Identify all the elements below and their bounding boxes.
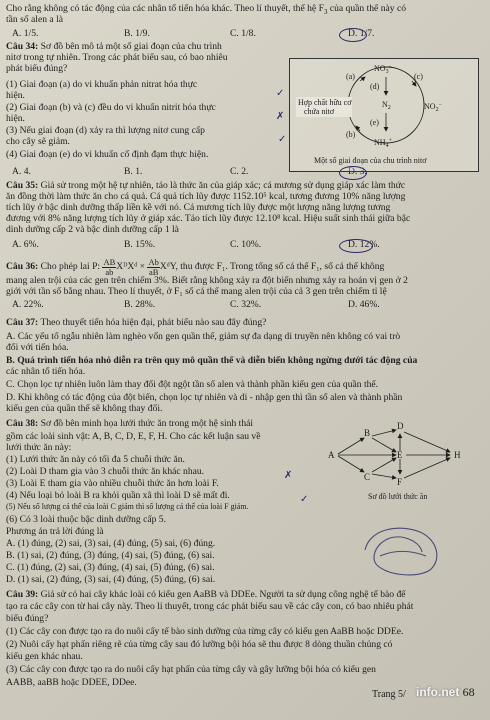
- page-number: Trang 5/: [372, 689, 406, 700]
- node-a: A: [328, 450, 335, 460]
- q36-fraction-1: $\frac{AB}{ab}$: [103, 257, 116, 277]
- q34-option-c[interactable]: C. 2.: [230, 166, 249, 177]
- node-organic-n-1: Hợp chất hữu cơ: [298, 98, 352, 107]
- q34-line-3: (1) Giai đoạn (a) do vi khuẩn phản nitrat hóa thực: [6, 79, 198, 90]
- pen-check-mark: ✓: [300, 494, 309, 505]
- q35-line-4: dinh dưỡng cấp 2 và bậc dinh dưỡng cấp 1 là: [6, 224, 179, 235]
- node-no2: $NO_2^-$: [424, 102, 442, 113]
- q37-option-a-cont: đối với tiến hóa.: [6, 342, 69, 353]
- food-web-diagram: [326, 418, 472, 504]
- nitrogen-cycle-svg: [290, 59, 478, 171]
- q37-line-0: Câu 37: Theo thuyết tiến hóa hiện đại, phát biểu nào sau đây đúng?: [6, 317, 267, 328]
- label-a: (a): [346, 72, 355, 81]
- q34-line-9: (4) Giai đoạn (e) do vi khuẩn cố định đạm thực hiện.: [6, 149, 209, 160]
- q34-line-6: hiện.: [6, 113, 25, 124]
- q35-line-2: tích lũy ở bậc dinh dưỡng thấp liền kề với nó. Cá mương tích lũy được một lượng năng lượng tương: [6, 202, 391, 213]
- q39-line-6: (3) Các cây con được tạo ra do nuôi cấy hạt phấn của từng cây và gây lưỡng bội hóa có kiểu gen: [6, 664, 376, 675]
- q38-option-a[interactable]: A. (1) đúng, (2) sai, (3) sai, (4) đúng, (5) sai, (6) đúng.: [6, 538, 216, 549]
- node-no3: $NO_3^-$: [374, 64, 392, 75]
- answer-circle-q33: [339, 28, 367, 42]
- q37-option-d[interactable]: D. Khi không có tác động của đột biến, chọn lọc tự nhiên và di - nhập gen thì tần số alen và thành phần: [6, 392, 403, 403]
- q34-line-5: (2) Giai đoạn (b) và (c) đều do vi khuẩn nitrit hóa thực: [6, 102, 216, 113]
- arrow-c: [412, 81, 416, 86]
- node-b: B: [364, 428, 371, 438]
- exam-code: 68: [462, 685, 475, 699]
- infonet-logo: info.net 68: [416, 685, 475, 699]
- q35-option-d[interactable]: D. 12%.: [348, 239, 380, 250]
- q36-label: Câu 36:: [6, 261, 39, 273]
- q36-fraction-2: $\frac{Ab}{aB}$: [148, 257, 159, 277]
- q36-option-c[interactable]: C. 32%.: [230, 299, 262, 310]
- q39-line-0: Câu 39: Giả sử có hai cây khác loài có kiểu gen AaBB và DDEe. Người ta sử dụng công nghệ tế bào để: [6, 589, 406, 600]
- edge-b-d: [372, 430, 396, 436]
- edge-a-b: [338, 438, 364, 454]
- q38-line-0: Câu 38: Sơ đồ bên minh họa lưới thức ăn trong một hệ sinh thái: [6, 418, 254, 429]
- q37-option-d-cont: kiểu gen của quần thể sẽ không thay đổi.: [6, 403, 163, 414]
- q34-line-2: phát biểu đúng?: [6, 63, 68, 74]
- edge-d-h: [404, 432, 450, 452]
- q34-option-d[interactable]: D. 3.: [348, 166, 367, 177]
- node-c: C: [364, 472, 371, 482]
- edge-b-e: [372, 438, 396, 452]
- q34-option-a[interactable]: A. 4.: [12, 166, 31, 177]
- q34-option-b[interactable]: B. 1.: [124, 166, 143, 177]
- q38-label: Câu 38:: [6, 418, 39, 429]
- q38-option-c[interactable]: C. (1) đúng, (2) sai, (3) đúng, (4) sai, (5) đúng, (6) sai.: [6, 562, 215, 573]
- edge-c-f: [372, 474, 396, 478]
- q33-line2: tần số alen a là: [6, 14, 64, 25]
- q36-option-a[interactable]: A. 22%.: [12, 299, 44, 310]
- q37-label: Câu 37:: [6, 317, 39, 328]
- q34-line-8: cho cây sẽ giảm.: [6, 136, 70, 147]
- label-c: (c): [414, 72, 423, 81]
- q38-line-5: (3) Loài E tham gia vào nhiều chuỗi thức ăn hơn loài F.: [6, 478, 219, 489]
- q33-option-b[interactable]: B. 1/9.: [124, 28, 150, 39]
- q33-intro: Cho rằng không có tác động của các nhân tố tiến hóa khác. Theo lí thuyết, thế hệ $F_3$ của quần thể này có: [6, 3, 407, 16]
- q33-option-a[interactable]: A. 1/5.: [12, 28, 39, 39]
- q35-line-3: đương với 8% năng lượng tích lũy ở giáp xác. Tảo tích lũy được 12.10⁸ kcal. Hiệu suất sinh thái giữa bậc: [6, 213, 411, 224]
- q38-line-9: Phương án trả lời đúng là: [6, 526, 104, 537]
- q38-line-8: (6) Có 3 loài thuộc bậc dinh dưỡng cấp 5.: [6, 514, 167, 525]
- pen-check-mark: ✓: [278, 134, 287, 145]
- q37-option-b[interactable]: B. Quá trình tiến hóa nhỏ diễn ra trên quy mô quần thể và diễn biến không ngừng dưới tác động của: [6, 355, 418, 366]
- pen-cross-mark: ✗: [284, 470, 293, 481]
- q38-line-4: (2) Loài D tham gia vào 3 chuỗi thức ăn khác nhau.: [6, 466, 205, 477]
- label-e: (e): [370, 118, 379, 127]
- q34-label: Câu 34:: [6, 41, 39, 52]
- page-footer: [372, 689, 406, 700]
- pen-scribble: [360, 520, 450, 580]
- q38-line-2: lưới thức ăn này:: [6, 442, 72, 453]
- q35-option-b[interactable]: B. 15%.: [124, 239, 156, 250]
- answer-circle-q35: [339, 239, 373, 253]
- q36-line-1: mang alen trội của các gen trên chiếm 3%. Biết rằng không xảy ra đột biến nhưng xảy ra hoán vị gen ở 2: [6, 275, 408, 286]
- q38-line-1: gồm các loài sinh vật: A, B, C, D, E, F, H. Cho các kết luận sau về: [6, 431, 261, 442]
- q39-line-3: (1) Các cây con được tạo ra do nuôi cấy tế bào sinh dưỡng của từng cây có kiểu gen AaBB hoặc DDEe.: [6, 626, 404, 637]
- q35-option-c[interactable]: C. 10%.: [230, 239, 262, 250]
- node-e: E: [397, 450, 403, 460]
- q34-line-7: (3) Nếu giai đoạn (d) xảy ra thì lượng nitơ cung cấp: [6, 125, 205, 136]
- node-d: D: [397, 421, 404, 431]
- label-b: (b): [346, 130, 356, 139]
- q34-line-4: hiện.: [6, 90, 25, 101]
- q36-option-d[interactable]: D. 46%.: [348, 299, 380, 310]
- edge-f-h: [404, 458, 450, 478]
- q38-option-d[interactable]: D. (1) sai, (2) đúng, (3) sai, (4) đúng, (5) đúng, (6) sai.: [6, 574, 216, 585]
- q39-label: Câu 39:: [6, 589, 39, 600]
- q37-option-b-cont: các nhân tố tiến hóa.: [6, 366, 86, 377]
- pen-cross-mark: ✗: [276, 111, 285, 122]
- q38-line-6: (4) Nếu loại bỏ loài B ra khỏi quần xã thì loài D sẽ mất đi.: [6, 490, 230, 501]
- q39-line-4: (2) Nuôi cấy hạt phấn riêng rẽ của từng cây sau đó lưỡng bội hóa sẽ thu được 8 dòng thuần chủng có: [6, 639, 393, 650]
- answer-circle-q34: [339, 166, 367, 180]
- q38-option-b[interactable]: B. (1) sai, (2) đúng, (3) đúng, (4) sai, (5) đúng, (6) sai.: [6, 550, 215, 561]
- arrow-a: [360, 77, 365, 81]
- q39-line-1: tạo ra các cây con từ hai cây này. Theo lí thuyết, trong các phát biểu sau về các cây con, có bao nhiêu phát: [6, 601, 414, 612]
- q37-option-a[interactable]: A. Các yếu tố ngẫu nhiên làm nghèo vốn gen quần thể, giảm sự đa dạng di truyền nên không có vai trò: [6, 331, 401, 342]
- edge-c-e: [372, 458, 396, 472]
- food-web-caption: Sơ đồ lưới thức ăn: [368, 492, 428, 501]
- q35-line-1: ăn đồng thời làm thức ăn cho cá quả. Cá quả tích lũy được 1152.10⁵ kcal, tương đương 10% năng lượng: [6, 191, 406, 202]
- q35-label: Câu 35:: [6, 180, 39, 191]
- q35-line-0: Câu 35: Giả sử trong một hệ tự nhiên, tảo là thức ăn của giáp xác; cá mương sử dụng giáp xác làm thức: [6, 180, 406, 191]
- q36-option-b[interactable]: B. 28%.: [124, 299, 156, 310]
- q38-line-3: (1) Lưới thức ăn này có tối đa 5 chuỗi thức ăn.: [6, 454, 185, 465]
- q36-line-2: giới với tần số bằng nhau. Theo lí thuyết, ở F₁ số cá thể mang alen trội của cả 3 gen trên chiếm tỉ lệ: [6, 286, 387, 297]
- q34-line-0: Câu 34: Sơ đồ bên mô tả một số giai đoạn của chu trình: [6, 41, 222, 52]
- node-nh4: $NH_4^+$: [374, 138, 392, 149]
- q39-line-5: kiểu gen khác nhau.: [6, 651, 83, 662]
- node-organic-n-2: chứa nitơ: [304, 107, 335, 116]
- q33-option-d[interactable]: D. 1/7.: [348, 28, 375, 39]
- node-f: F: [397, 477, 403, 487]
- label-d: (d): [370, 82, 380, 91]
- node-h: H: [454, 450, 461, 460]
- pen-check-mark: ✓: [276, 88, 285, 99]
- nitrogen-cycle-diagram: [289, 58, 479, 172]
- edge-a-c: [338, 456, 364, 472]
- q39-line-2: biểu đúng?: [6, 613, 49, 624]
- q36-line-0: Câu 36: Cho phép lai P: $\frac{AB}{ab}$ XᴰXᵈ × $\frac{Ab}{aB}$ XᵈY, thu được F₁. Trong tổng số cá thể F₁, số cá thể không: [6, 257, 385, 277]
- q37-option-c[interactable]: C. Chọn lọc tự nhiên luôn làm thay đổi đột ngột tần số alen và thành phần kiểu gen của quần thể.: [6, 379, 379, 390]
- node-n2: $N_2$: [382, 100, 391, 111]
- q33-option-c[interactable]: C. 1/8.: [230, 28, 256, 39]
- diagram-caption: Một số giai đoạn của chu trình nitơ: [314, 156, 427, 165]
- q38-line-7: (5) Nếu số lượng cá thể của loài C giảm thì số lượng cá thể của loài F giảm.: [6, 502, 249, 511]
- q34-line-1: nitơ trong tự nhiên. Trong các phát biểu sau, có bao nhiêu: [6, 52, 228, 63]
- q35-option-a[interactable]: A. 6%.: [12, 239, 39, 250]
- q39-line-7: AABB, aaBB hoặc DDEE, DDee.: [6, 677, 137, 688]
